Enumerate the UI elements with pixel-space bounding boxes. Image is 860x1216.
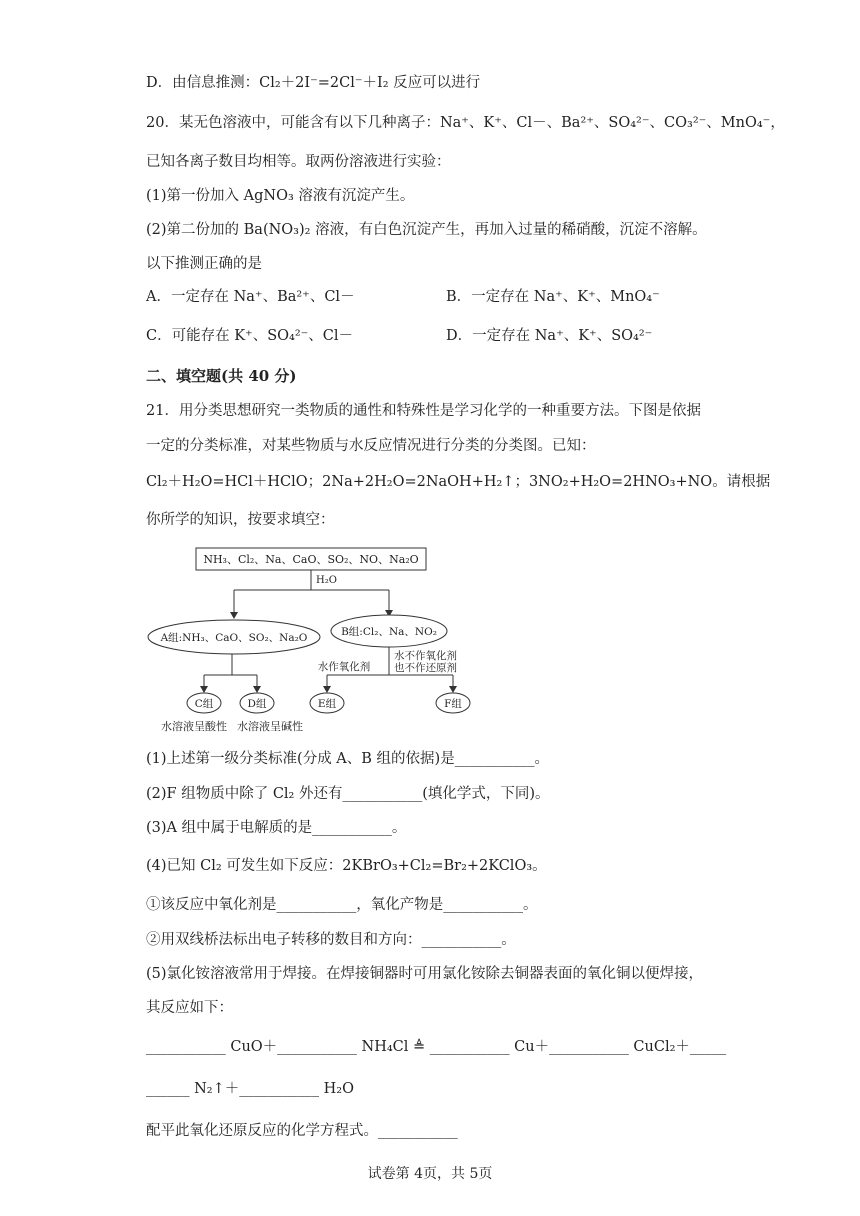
q21-equations: Cl₂＋H₂O=HCl＋HClO；2Na+2H₂O=2NaOH+H₂↑；3NO₂+H₂O=2HNO₃+NO。请根据 bbox=[146, 474, 771, 490]
q21-stem-2: 一定的分类标准，对某些物质与水反应情况进行分类的分类图。已知： bbox=[146, 438, 596, 454]
q21-part-4-1: ①该反应中氧化剂是___________，氧化产物是___________。 bbox=[146, 897, 538, 913]
q21-equation-5-line-2: ______ N₂↑＋___________ H₂O bbox=[146, 1081, 354, 1097]
q21-part-5-1: (5)氯化铵溶液常用于焊接。在焊接铜器时可用氯化铵除去铜器表面的氧化铜以便焊接， bbox=[146, 966, 704, 982]
q20-stem-2: 已知各离子数目均相等。取两份溶液进行实验： bbox=[146, 154, 451, 170]
page-footer: 试卷第 4页，共 5页 bbox=[367, 1166, 493, 1182]
section-2-title: 二、填空题(共 40 分) bbox=[146, 367, 297, 385]
group-e-label: E组 bbox=[317, 698, 337, 710]
q21-stem-1: 21．用分类思想研究一类物质的通性和特殊性是学习化学的一种重要方法。下图是依据 bbox=[146, 403, 701, 419]
group-b-label: B组:Cl₂、Na、NO₂ bbox=[341, 626, 437, 638]
neither-label-2: 也不作还原剂 bbox=[394, 662, 457, 674]
q21-part-1: (1)上述第一级分类标准(分成 A、B 组的依据)是___________。 bbox=[146, 751, 549, 767]
basic-label: 水溶液呈碱性 bbox=[237, 720, 303, 733]
q20-option-b: B．一定存在 Na⁺、K⁺、MnO₄⁻ bbox=[446, 289, 660, 305]
q21-part-2: (2)F 组物质中除了 Cl₂ 外还有___________(填化学式，下同)。 bbox=[146, 786, 550, 802]
oxidant-label: 水作氧化剂 bbox=[317, 661, 371, 673]
h2o-label: H₂O bbox=[316, 575, 337, 586]
q20-option-a: A．一定存在 Na⁺、Ba²⁺、Cl－ bbox=[146, 289, 355, 305]
q19-option-d: D．由信息推测：Cl₂＋2I⁻=2Cl⁻＋I₂ 反应可以进行 bbox=[146, 75, 481, 91]
q21-part-3: (3)A 组中属于电解质的是___________。 bbox=[146, 820, 407, 836]
acidic-label: 水溶液呈酸性 bbox=[161, 720, 227, 733]
group-a-label: A组:NH₃、CaO、SO₂、Na₂O bbox=[160, 632, 308, 644]
q20-exp-1: (1)第一份加入 AgNO₃ 溶液有沉淀产生。 bbox=[146, 188, 415, 204]
q20-ask: 以下推测正确的是 bbox=[146, 256, 262, 272]
q20-option-c: C．可能存在 K⁺、SO₄²⁻、Cl－ bbox=[146, 328, 354, 344]
neither-label-1: 水不作氧化剂 bbox=[394, 650, 457, 662]
q21-part-4: (4)已知 Cl₂ 可发生如下反应：2KBrO₃+Cl₂=Br₂+2KClO₃。 bbox=[146, 858, 547, 874]
q21-equation-5-line-1: ___________ CuO＋___________ NH₄Cl ≜ ___________ Cu＋___________ CuCl₂＋_____ bbox=[146, 1039, 727, 1055]
group-c-label: C组 bbox=[194, 698, 214, 710]
q21-stem-3: 你所学的知识，按要求填空： bbox=[146, 512, 335, 528]
top-substances-label: NH₃、Cl₂、Na、CaO、SO₂、NO、Na₂O bbox=[203, 553, 419, 566]
q21-part-5-2: 其反应如下： bbox=[146, 1000, 233, 1016]
q21-part-5-3: 配平此氧化还原反应的化学方程式。___________ bbox=[146, 1123, 458, 1139]
q21-part-4-2: ②用双线桥法标出电子转移的数目和方向：___________。 bbox=[146, 932, 516, 948]
classification-diagram bbox=[144, 542, 484, 742]
group-f-label: F组 bbox=[444, 698, 462, 710]
q20-exp-2: (2)第二份加的 Ba(NO₃)₂ 溶液，有白色沉淀产生，再加入过量的稀硝酸，沉淀不溶解。 bbox=[146, 222, 707, 238]
q20-stem-1: 20．某无色溶液中，可能含有以下几种离子：Na⁺、K⁺、Cl－、Ba²⁺、SO₄²⁻、CO₃²⁻、MnO₄⁻， bbox=[146, 115, 785, 131]
q20-option-d: D．一定存在 Na⁺、K⁺、SO₄²⁻ bbox=[446, 328, 653, 344]
group-d-label: D组 bbox=[247, 698, 267, 710]
